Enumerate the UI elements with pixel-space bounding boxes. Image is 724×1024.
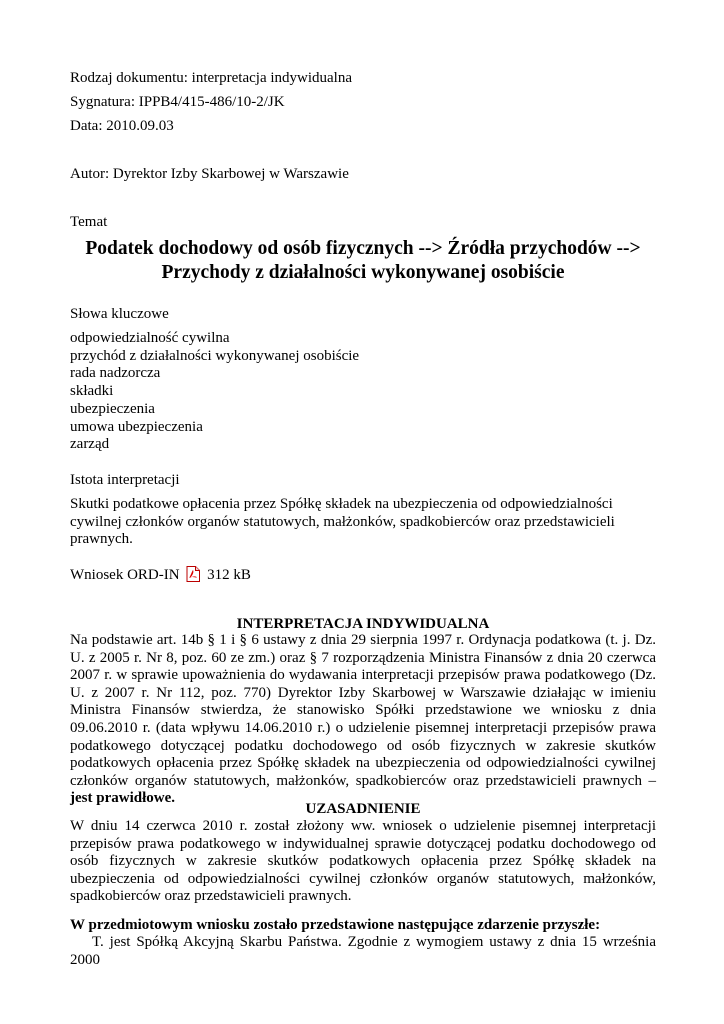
pdf-icon[interactable]: [186, 566, 200, 582]
interpretation-body: Na podstawie art. 14b § 1 i § 6 ustawy z dnia 29 sierpnia 1997 r. Ordynacja podatkowa (t. j. Dz. U. z 2005 r. Nr 8, poz. 60 ze zm.) oraz § 7 rozporządzenia Ministra Finansów z dnia 20 czerwca 2007 r. w sprawie upoważnienia do wydawania interpretacji przepisów prawa podatkowego (Dz. U. z 2007 r. Nr 112, poz. 770) Dyrektor Izby Skarbowej w Warszawie działając w imieniu Ministra Finansów stwierdza, że stanowisko Spółki przedstawione we wniosku z dnia 09.06.2010 r. (data wpływu 14.06.2010 r.) o udzielenie pisemnej interpretacji przepisów prawa podatkowego dotyczącej podatku dochodowego od osób fizycznych w zakresie skutków podatkowych opłacenia przez Spółkę składek na ubezpieczenia od odpowiedzialności cywilnej członków organów statutowych, małżonków, spadkobierców oraz przedstawicieli prawnych –: [70, 632, 656, 789]
interpretation-text: [70, 632, 656, 808]
doc-signature: Sygnatura: IPPB4/415-486/10-2/JK: [70, 94, 285, 110]
attachment-size-link[interactable]: 312 kB: [207, 567, 251, 583]
essence-label: Istota interpretacji: [70, 472, 180, 488]
keyword-item: odpowiedzialność cywilna: [70, 330, 230, 346]
topic-label: Temat: [70, 214, 108, 230]
attachment-label: Wniosek ORD-IN: [70, 567, 180, 583]
keyword-item: składki: [70, 383, 114, 400]
justification-heading: UZASADNIENIE: [305, 801, 421, 817]
topic-line-1: Podatek dochodowy od osób fizycznych --> Źródła przychodów -->: [85, 238, 641, 259]
keyword-item: rada nadzorcza: [70, 365, 161, 382]
interpretation-verdict: jest prawidłowe.: [70, 790, 175, 807]
topic-line-2: Przychody z działalności wykonywanej osobiście: [161, 262, 565, 283]
justification-text: W dniu 14 czerwca 2010 r. został złożony ww. wniosek o udzielenie pisemnej interpretacji przepisów prawa podatkowego w indywidualnej sprawie dotyczącej podatku dochodowego od osób fizycznych w zakresie skutków podatkowych opłacenia przez Spółkę składek na ubezpieczenia od odpowiedzialności cywilnej członków organów statutowych, małżonków, spadkobierców oraz przedstawicieli prawnych.: [70, 818, 656, 905]
keywords-list: [70, 330, 359, 454]
keyword-item: umowa ubezpieczenia: [70, 418, 203, 435]
keywords-label: Słowa kluczowe: [70, 306, 169, 322]
event-heading: W przedmiotowym wniosku zostało przedstawione następujące zdarzenie przyszłe:: [70, 917, 601, 933]
keyword-item: przychód z działalności wykonywanej osobiście: [70, 347, 360, 364]
essence-text: Skutki podatkowe opłacenia przez Spółkę składek na ubezpieczenia od odpowiedzialności cywilnej członków organów statutowych, małżonków, spadkobierców oraz przedstawicieli prawnych.: [70, 496, 615, 548]
keyword-item: ubezpieczenia: [70, 400, 155, 417]
keyword-item: zarząd: [70, 436, 110, 453]
doc-author: Autor: Dyrektor Izby Skarbowej w Warszawie: [70, 166, 349, 182]
doc-type: Rodzaj dokumentu: interpretacja indywidualna: [70, 70, 352, 86]
event-text: T. jest Spółką Akcyjną Skarbu Państwa. Zgodnie z wymogiem ustawy z dnia 15 września 2000: [70, 934, 656, 968]
doc-date: Data: 2010.09.03: [70, 118, 174, 134]
interpretation-heading: INTERPRETACJA INDYWIDUALNA: [236, 616, 490, 632]
attachment-row: [70, 566, 251, 584]
